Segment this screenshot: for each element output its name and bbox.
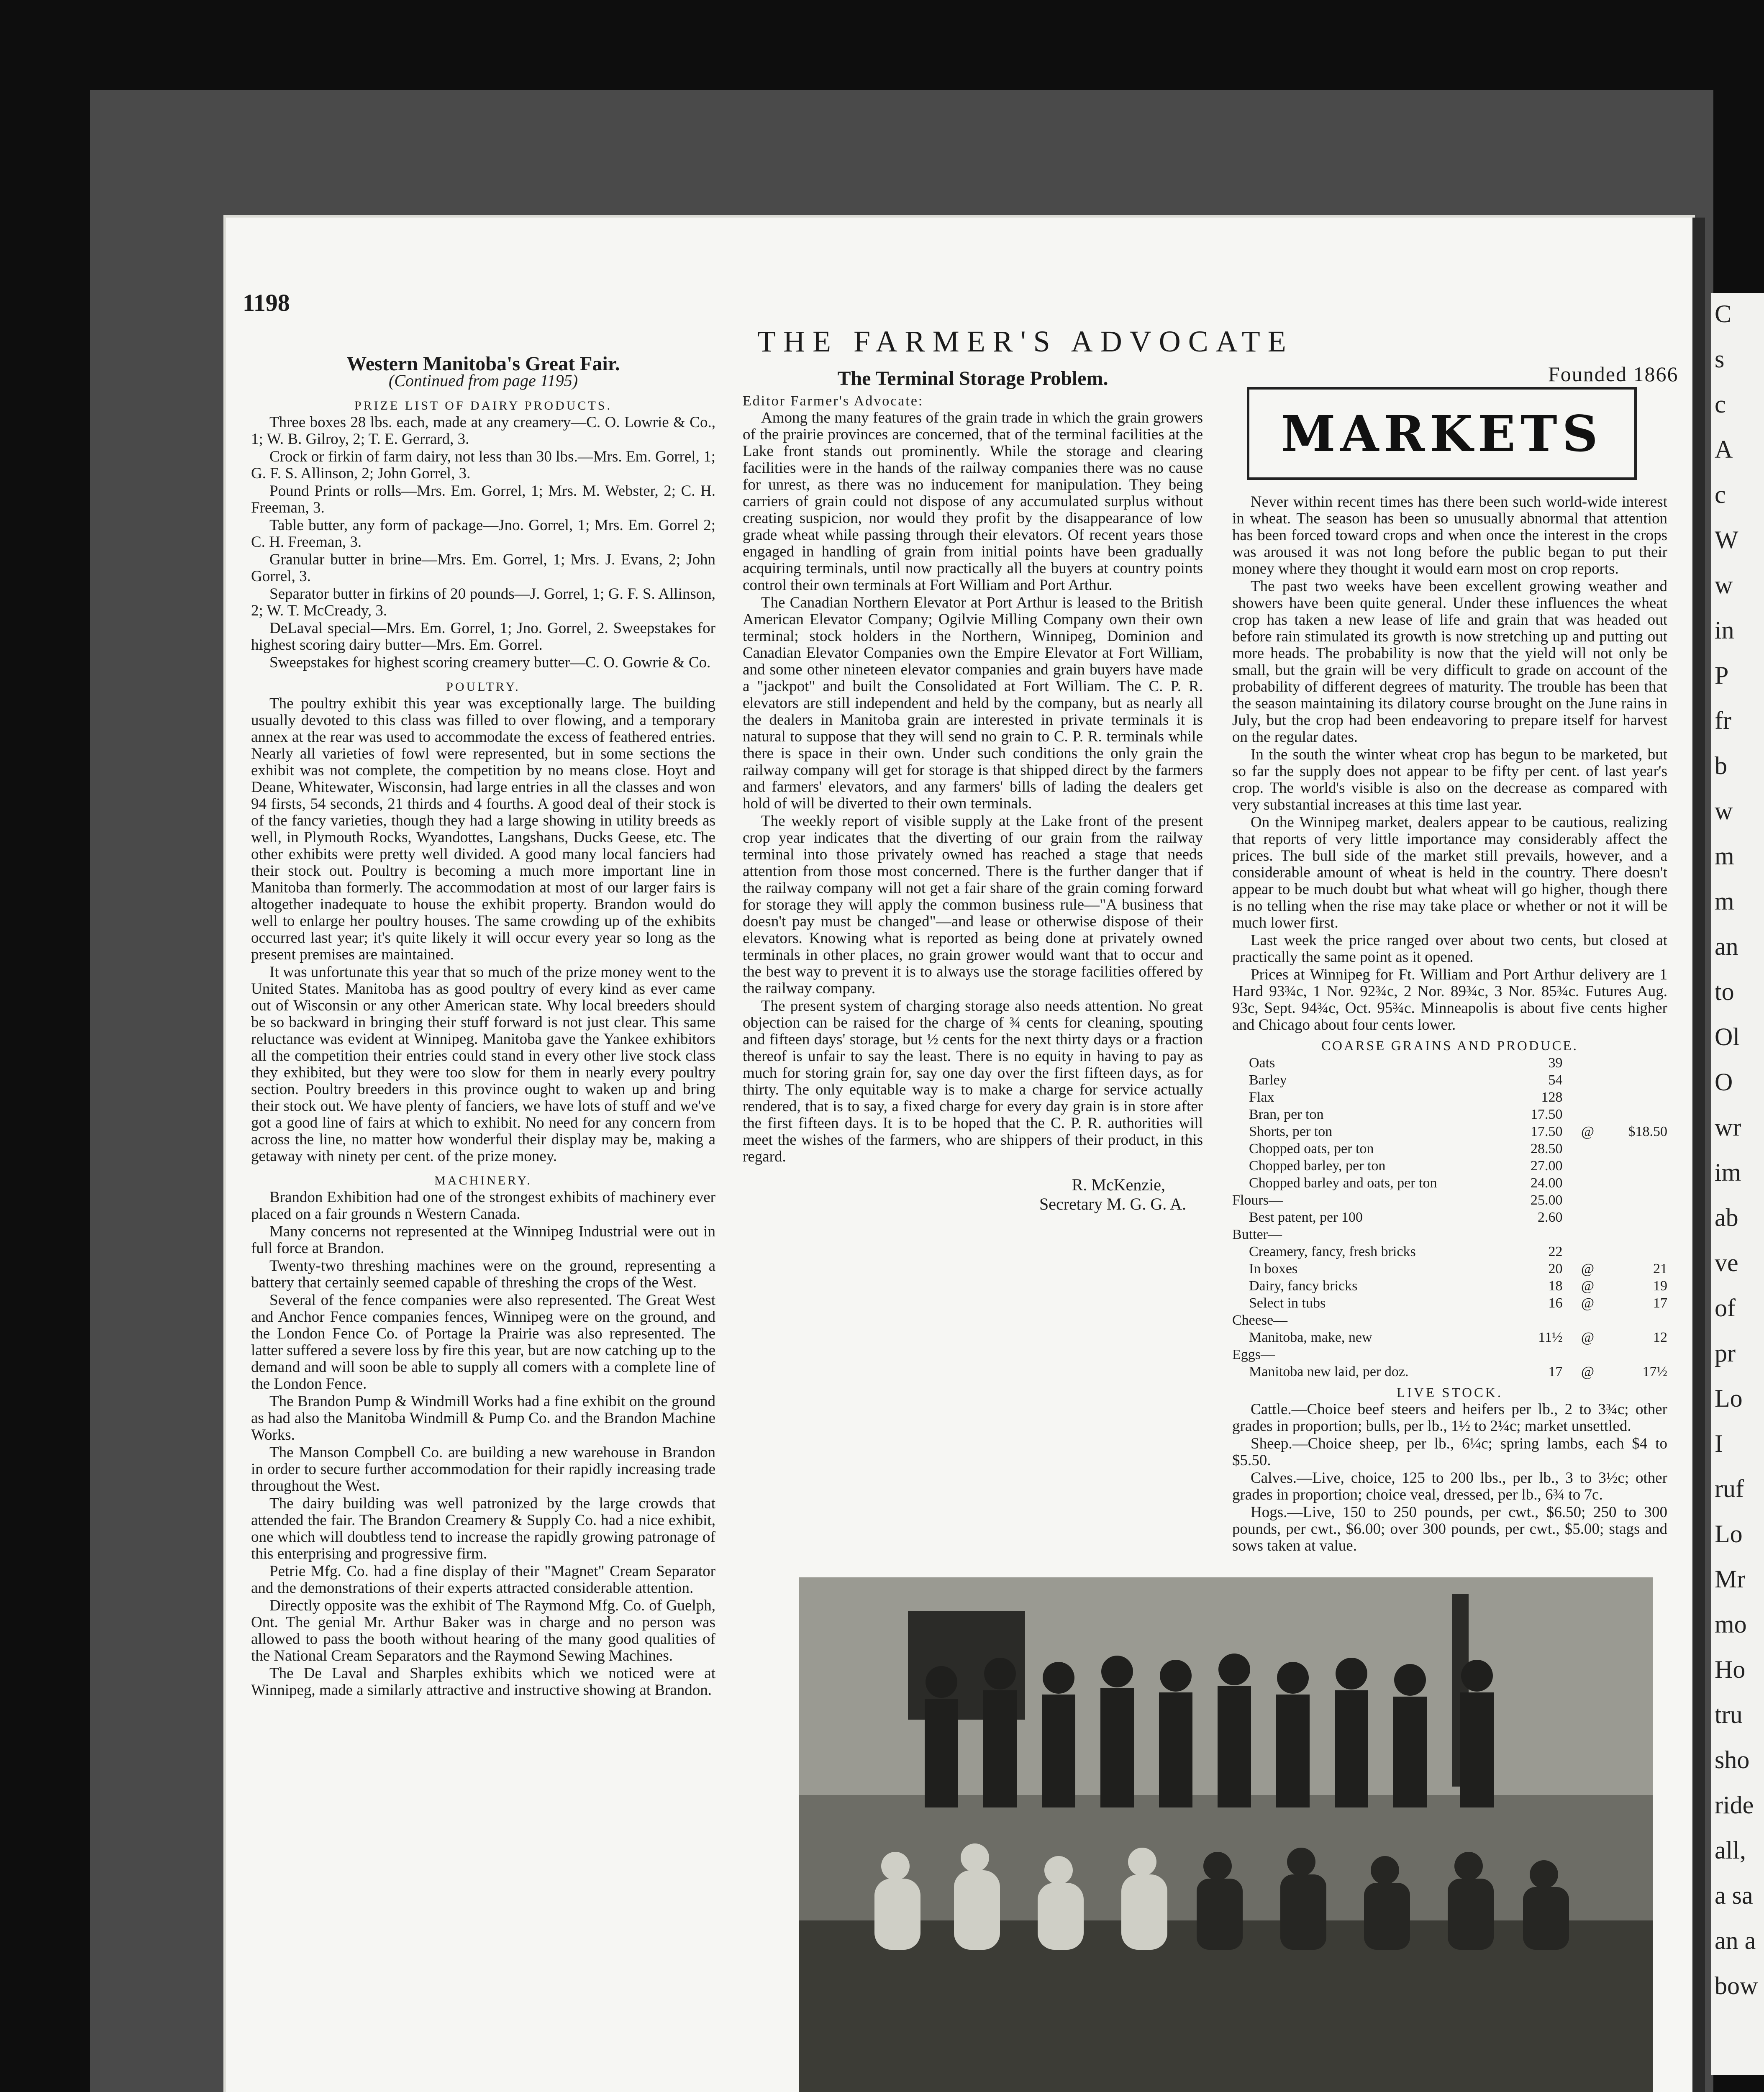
price-high [1613, 1140, 1667, 1157]
price-item: Chopped barley and oats, per ton [1249, 1175, 1437, 1191]
coarse-grains-label: COARSE GRAINS AND PRODUCE. [1321, 1038, 1578, 1054]
adjacent-text-fragment: in [1715, 616, 1734, 644]
machinery-paragraph: Brandon Exhibition had one of the strongest exhibits of machinery ever placed on a fair grounds n Western Canada. [251, 1189, 715, 1223]
prize-entry: Sweepstakes for highest scoring creamery butter—C. O. Gowrie & Co. [269, 654, 711, 671]
adjacent-text-fragment: A [1715, 436, 1733, 463]
adjacent-text-fragment: mo [1715, 1610, 1747, 1638]
adjacent-text-fragment: pr [1715, 1339, 1736, 1367]
adjacent-text-fragment: tru [1715, 1701, 1743, 1728]
price-separator [1563, 1089, 1613, 1106]
price-item: Eggs— [1232, 1347, 1275, 1362]
market-paragraph: Prices at Winnipeg for Ft. William and Port Arthur delivery are 1 Hard 93¾c, 1 Nor. 92¾c, 2 Nor. 89¾c, 3 Nor. 85¾c. Futures Aug. 93c, Sept. 94¾c, Oct. 95¾c. Minneapolis is about five cents higher and Chicago about four cents lower. [1232, 966, 1667, 1033]
prize-entry: Three boxes 28 lbs. each, made at any creamery—C. O. Lowrie & Co., 1; W. B. Gilroy, 2; T. E. Gerrard, 3. [251, 414, 715, 448]
price-item: Best patent, per 100 [1249, 1210, 1363, 1225]
machinery-paragraph: The Brandon Pump & Windmill Works had a fine exhibit on the ground as had also the Manitoba Windmill & Pump Co. and the Brandon Machine Works. [251, 1393, 715, 1443]
price-row [1232, 1106, 1667, 1123]
price-high: 21 [1653, 1261, 1667, 1277]
price-high [1613, 1243, 1667, 1260]
adjacent-text-fragment: Lo [1715, 1384, 1743, 1412]
market-paragraph: Last week the price ranged over about two cents, but closed at practically the same point as it opened. [1232, 932, 1667, 966]
price-item: Dairy, fancy bricks [1249, 1278, 1358, 1294]
price-separator [1563, 1157, 1613, 1174]
page-gutter [1692, 218, 1705, 2092]
price-separator [1563, 1054, 1613, 1072]
price-row [1232, 1346, 1667, 1363]
price-high [1613, 1106, 1667, 1123]
price-low: 2.60 [1538, 1210, 1563, 1225]
price-separator [1563, 1072, 1613, 1089]
price-high [1613, 1174, 1667, 1192]
adjacent-text-fragment: s [1715, 345, 1725, 373]
prize-entry: Crock or firkin of farm dairy, not less than 30 lbs.—Mrs. Em. Gorrel, 1; G. F. S. Allinson, 2; John Gorrel, 3. [251, 448, 715, 482]
page-number: 1198 [243, 289, 290, 316]
price-low: 18 [1548, 1278, 1563, 1294]
price-high [1613, 1226, 1667, 1243]
price-row [1232, 1209, 1667, 1226]
adjacent-text-fragment: C [1715, 300, 1732, 328]
editor-salutation: Editor Farmer's Advocate: [743, 393, 924, 409]
terminal-paragraph: The weekly report of visible supply at the Lake front of the present crop year indicates that the diverting of our grain from the railway terminal into those privately owned has reached a stage that needs attention from those most concerned. There is the further danger that if the railway company will not get a fair share of the grain coming forward for storage they will apply the common business rule—"A business that doesn't pay must be changed"—and lease or otherwise dispose of their elevators. Knowing what is reported as being done at privately owned terminals in other places, no grain grower would want that to occur and the best way to prevent it is to always use the storage facilities offered by the railway company. [743, 813, 1203, 997]
price-separator: @ [1581, 1364, 1595, 1379]
price-row [1232, 1329, 1667, 1346]
prize-entry: Table butter, any form of package—Jno. Gorrel, 1; Mrs. Em. Gorrel 2; C. H. Freeman, 3. [251, 517, 715, 551]
price-separator [1563, 1243, 1613, 1260]
terminal-article [743, 410, 1203, 1165]
poultry-label: POULTRY. [446, 680, 520, 694]
price-item: Barley [1249, 1072, 1287, 1088]
price-row [1232, 1089, 1667, 1106]
market-paragraph: On the Winnipeg market, dealers appear to be cautious, realizing that reports of very little importance may considerably affect the prices. The bull side of the market still prevails, however, and a considerable amount of wheat is held in the country. There doesn't appear to be much doubt but what wheat will go higher, though there is no telling when the rise may take place or whether or not it will be much lower first. [1232, 814, 1667, 931]
adjacent-text-fragment: sho [1715, 1746, 1750, 1774]
machinery-label: MACHINERY. [434, 1174, 532, 1187]
adjacent-text-fragment: w [1715, 797, 1733, 825]
poultry-paragraph: It was unfortunate this year that so much of the prize money went to the United States. Manitoba has as good poultry of every kind as ever came out of Wisconsin or any other American state. Why local breeders should be so backward in bringing their stuff forward is not just clear. This same reluctance was evident at Winnipeg. Manitoba gave the Yankee exhibitors all the competition their entries could stand in every other live stock class they exhibited, but they were too slow for them in nearly every poultry section. Poultry breeders in this province ought to waken up and bring their stock out. We have plenty of fanciers, we have lots of stuff and we've got a good line of fairs at which to exhibit. No need for any concern from across the line, no matter how wonderful their display may be, making a getaway with ninety per cent. of the prize money. [251, 964, 715, 1165]
adjacent-text-fragment: ab [1715, 1204, 1738, 1231]
price-separator [1563, 1192, 1613, 1209]
livestock-label: LIVE STOCK. [1396, 1385, 1503, 1400]
right-column [1232, 493, 1667, 1554]
adjacent-text-fragment: c [1715, 390, 1726, 418]
price-high [1613, 1209, 1667, 1226]
price-high [1613, 1157, 1667, 1174]
adjacent-text-fragment: Ho [1715, 1656, 1746, 1683]
adjacent-text-fragment: Lo [1715, 1520, 1743, 1548]
price-item: Oats [1249, 1055, 1275, 1071]
price-high: 17½ [1642, 1364, 1667, 1379]
price-row [1232, 1243, 1667, 1260]
poultry-section [251, 695, 715, 1165]
price-high [1613, 1072, 1667, 1089]
market-paragraph: The past two weeks have been excellent growing weather and showers have been quite general. Under these influences the wheat crop has taken a new lease of life and grain that was headed out before rain stimulated its growth is now stretching up and putting out more heads. The probability is now that the yield will not only be small, but the grain will be very difficult to grade on account of the probability of different degrees of maturity. The trouble has been that the season maintaining its dilatory course brought on the June rains in July, but the crop had been endeavoring to prepare itself for harvest on the regular dates. [1232, 578, 1667, 746]
left-column [251, 353, 715, 2092]
price-high [1613, 1346, 1667, 1363]
price-low: 28.50 [1531, 1141, 1563, 1156]
rifle-club-photo [799, 1577, 1653, 2092]
adjacent-text-fragment: to [1715, 978, 1734, 1005]
price-low: 17 [1548, 1364, 1563, 1379]
poultry-paragraph: The poultry exhibit this year was exceptionally large. The building usually devoted to this class was filled to over flowing, and a temporary annex at the rear was used to accommodate the excess of feathered entries. Nearly all varieties of fowl were represented, but in some sections the exhibit was not complete, the competition by no means close. Hoyt and Deane, Whitewater, Wisconsin, had large entries in all the classes and won 94 firsts, 54 seconds, 21 thirds and 4 fourths. A good deal of their stock is of the fancy varieties, though they had a large showing in utility breeds as well, in Plymouth Rocks, Wyandottes, Langshans, Ducks Geese, etc. The other exhibits were pretty well divided. A good many local fanciers had their stock out. Poultry is becoming a much more important line in Manitoba than formerly. The accommodation at most of our larger fairs is altogether inadequate to house the exhibit property. Brandon would do well to enlarge her poultry houses. The same crowding up of the exhibits occurred last year; it's quite likely it will occur every year so long as the present premises are maintained. [251, 695, 715, 963]
price-row [1232, 1192, 1667, 1209]
machinery-paragraph: Many concerns not represented at the Winnipeg Industrial were out in full force at Brandon. [251, 1223, 715, 1257]
adjacent-text-fragment: im [1715, 1159, 1741, 1186]
prize-list-label: PRIZE LIST OF DAIRY PRODUCTS. [354, 399, 612, 413]
price-row [1232, 1260, 1667, 1277]
adjacent-text-fragment: bow [1715, 1972, 1758, 2000]
price-item: Flax [1249, 1090, 1274, 1105]
price-row [1232, 1140, 1667, 1157]
price-item: Shorts, per ton [1249, 1124, 1333, 1139]
adjacent-text-fragment: m [1715, 887, 1734, 915]
price-row [1232, 1157, 1667, 1174]
price-row [1232, 1312, 1667, 1329]
machinery-paragraph: The Manson Compbell Co. are building a new warehouse in Brandon in order to secure further accommodation for their rapidly increasing trade throughout the West. [251, 1444, 715, 1495]
price-low: 22 [1548, 1244, 1563, 1259]
adjacent-text-fragment: m [1715, 842, 1734, 870]
terminal-paragraph: The present system of charging storage also needs attention. No great objection can be raised for the charge of ¾ cents for cleaning, spouting and fifteen days' storage, but ½ cents for the next thirty days or a fraction thereof is unfair to say the least. There is no equity in having to pay as much for storing grain for, say one day over the first fifteen days, as for thirty. The only equitable way is to make a charge for service actually rendered, that is to say, a fixed charge for every day grain is in store after the first fifteen days. It is to be hoped that the C. P. R. authorities will meet the wishes of the farmers, who are shippers of their product, in this regard. [743, 997, 1203, 1165]
price-row [1232, 1054, 1667, 1072]
price-low [1518, 1226, 1563, 1243]
price-low: 54 [1548, 1072, 1563, 1088]
market-report [1232, 494, 1667, 1033]
continued-note: (Continued from page 1195) [388, 371, 578, 390]
adjacent-text-fragment: Ol [1715, 1023, 1740, 1051]
price-low [1518, 1312, 1563, 1329]
adjacent-text-fragment: O [1715, 1068, 1733, 1096]
price-separator [1563, 1346, 1613, 1363]
price-item: Select in tubs [1249, 1295, 1326, 1311]
price-separator: @ [1581, 1261, 1595, 1277]
markets-banner [1247, 387, 1637, 480]
adjacent-text-fragment: a sa [1715, 1882, 1753, 1909]
price-low: 25.00 [1531, 1192, 1563, 1208]
masthead: THE FARMER'S ADVOCATE [757, 325, 1294, 358]
market-paragraph: Never within recent times has there been such world-wide interest in wheat. The season has been so unusually abnormal that attention has been forced toward crops and when once the interest in the crops was aroused it was not long before the public began to put their money where they thought it would earn most on crop reports. [1232, 493, 1667, 577]
price-low: 17.50 [1531, 1124, 1563, 1139]
price-item: Bran, per ton [1249, 1107, 1324, 1122]
price-high: $18.50 [1628, 1124, 1667, 1139]
signature-name: R. McKenzie, [1072, 1175, 1165, 1194]
adjacent-page-edge [1711, 293, 1764, 2075]
price-low: 27.00 [1531, 1158, 1563, 1174]
adjacent-text-fragment: ruf [1715, 1475, 1744, 1502]
price-low: 17.50 [1531, 1107, 1563, 1122]
price-item: In boxes [1249, 1261, 1298, 1277]
price-row [1232, 1174, 1667, 1192]
price-separator [1563, 1140, 1613, 1157]
price-separator [1563, 1312, 1613, 1329]
livestock-paragraph: Hogs.—Live, 150 to 250 pounds, per cwt., $6.50; 250 to 300 pounds, per cwt., $6.00; over 300 pounds, per cwt., $5.00; stags and sows taken at value. [1232, 1504, 1667, 1554]
price-item: Chopped barley, per ton [1249, 1158, 1386, 1174]
machinery-paragraph: The De Laval and Sharples exhibits which we noticed were at Winnipeg, made a similarly attractive and instructive showing at Brandon. [251, 1665, 715, 1699]
livestock-report [1232, 1401, 1667, 1554]
newspaper-page [226, 218, 1692, 2092]
adjacent-text-fragment: an a [1715, 1927, 1756, 1954]
price-low: 24.00 [1531, 1175, 1563, 1191]
price-item: Chopped oats, per ton [1249, 1141, 1374, 1156]
price-row [1232, 1363, 1667, 1380]
price-high [1613, 1089, 1667, 1106]
adjacent-text-fragment: of [1715, 1294, 1736, 1322]
livestock-paragraph: Calves.—Live, choice, 125 to 200 lbs., per lb., 3 to 3½c; other grades in proportion; choice veal, dressed, per lb., 6¾ to 7c. [1232, 1469, 1667, 1503]
price-separator: @ [1581, 1124, 1595, 1139]
machinery-paragraph: Several of the fence companies were also represented. The Great West and Anchor Fence companies fences, Winnipeg were on the ground, and the London Fence Co. of Portage la Prairie was also represented. The latter suffered a severe loss by fire this year, but are now catching up to the demand and will soon be able to supply all comers with a complete line of the London Fence. [251, 1292, 715, 1392]
adjacent-text-fragment: fr [1715, 707, 1731, 734]
adjacent-text-fragment: b [1715, 752, 1727, 779]
signature-title: Secretary M. G. G. A. [1039, 1195, 1186, 1213]
price-row [1232, 1226, 1667, 1243]
price-high: 17 [1653, 1295, 1667, 1311]
adjacent-text-fragment: W [1715, 526, 1738, 554]
adjacent-text-fragment: all, [1715, 1836, 1746, 1864]
price-table [1232, 1054, 1667, 1380]
adjacent-text-fragment: Mr [1715, 1565, 1746, 1593]
livestock-paragraph: Cattle.—Choice beef steers and heifers per lb., 2 to 3¾c; other grades in proportion; bulls, per lb., 1½ to 2¼c; market unsettled. [1232, 1401, 1667, 1435]
price-item: Creamery, fancy, fresh bricks [1249, 1244, 1416, 1259]
machinery-paragraph: Twenty-two threshing machines were on the ground, representing a battery that certainly seemed capable of threshing the crops of the West. [251, 1257, 715, 1291]
price-high [1613, 1192, 1667, 1209]
prize-entry: DeLaval special—Mrs. Em. Gorrel, 1; Jno. Gorrel, 2. Sweepstakes for highest scoring dairy butter—Mrs. Em. Gorrel. [251, 620, 715, 654]
adjacent-text-fragment: ve [1715, 1249, 1738, 1277]
price-item: Manitoba, make, new [1249, 1330, 1372, 1345]
machinery-paragraph: Petrie Mfg. Co. had a fine display of their "Magnet" Cream Separator and the demonstrations of their experts attracted considerable attention. [251, 1563, 715, 1597]
adjacent-text-fragment: P [1715, 661, 1729, 689]
price-item: Flours— [1232, 1192, 1283, 1208]
price-separator: @ [1581, 1330, 1595, 1345]
markets-title: MARKETS [1281, 404, 1603, 463]
group-photo-illustration [799, 1577, 1653, 2092]
machinery-section [251, 1189, 715, 1699]
machinery-paragraph: The dairy building was well patronized by the large crowds that attended the fair. The Brandon Creamery & Supply Co. had a nice exhibit, one which will doubtless tend to increase the rapidly growing patronage of this enterprising and progressive firm. [251, 1495, 715, 1562]
price-separator [1563, 1209, 1613, 1226]
price-high [1613, 1312, 1667, 1329]
livestock-paragraph: Sheep.—Choice sheep, per lb., 6¼c; spring lambs, each $4 to $5.50. [1232, 1435, 1667, 1469]
price-separator [1563, 1174, 1613, 1192]
prize-entry: Pound Prints or rolls—Mrs. Em. Gorrel, 1; Mrs. M. Webster, 2; C. H. Freeman, 3. [251, 482, 715, 516]
price-separator: @ [1581, 1278, 1595, 1294]
price-item: Butter— [1232, 1227, 1282, 1242]
terminal-paragraph: Among the many features of the grain trade in which the grain growers of the prairie provinces are concerned, that of the terminal facilities at the Lake front stands out prominently. While the storage and clearing facilities were in the hands of the railway companies there was no cause for unrest, as there was no inducement for manipulation. They being carriers of grain could not dispose of any accumulated surplus without creating suspicion, nor would they profit by the disappearance of low grade wheat while passing through their elevators. Of recent years those engaged in handling of grain from initial points have been gradually acquiring terminals, until now practically all the buyers at country points control their own terminals at Fort William and Port Arthur. [743, 409, 1203, 594]
founded-line: Founded 1866 [1548, 362, 1679, 386]
price-high [1613, 1054, 1667, 1072]
middle-column [743, 367, 1203, 1563]
adjacent-text-fragment: c [1715, 481, 1726, 508]
terminal-headline: The Terminal Storage Problem. [837, 367, 1108, 390]
price-row [1232, 1072, 1667, 1089]
price-separator [1563, 1226, 1613, 1243]
price-low: 20 [1548, 1261, 1563, 1277]
machinery-paragraph: Directly opposite was the exhibit of The Raymond Mfg. Co. of Guelph, Ont. The genial Mr. Arthur Baker was in charge and no person was allowed to pass the booth without hearing of the many good qualities of the National Cream Separators and the Raymond Sewing Machines. [251, 1597, 715, 1664]
price-low: 128 [1541, 1090, 1563, 1105]
price-separator: @ [1581, 1295, 1595, 1311]
price-low: 16 [1548, 1295, 1563, 1311]
price-row [1232, 1123, 1667, 1140]
prize-list [251, 414, 715, 671]
price-item: Cheese— [1232, 1313, 1288, 1328]
price-item: Manitoba new laid, per doz. [1249, 1364, 1409, 1379]
prize-entry: Separator butter in firkins of 20 pounds—J. Gorrel, 1; G. F. S. Allinson, 2; W. T. McCready, 3. [251, 585, 715, 619]
price-low: 39 [1548, 1055, 1563, 1071]
adjacent-text-fragment: wr [1715, 1113, 1741, 1141]
fair-headline: Western Manitoba's Great Fair. [346, 353, 620, 375]
terminal-paragraph: The Canadian Northern Elevator at Port Arthur is leased to the British American Elevator Company; Ogilvie Milling Company own their own terminal; stock holders in the Northern, Winnipeg, Dominion and Canadian Elevator Companies own the Empire Elevator at Fort William, and some other nineteen elevator companies and grain buyers have made a "jackpot" and built the Consolidated at Fort William. The C. P. R. elevators are still independent and held by the company, but as nearly all the dealers in Manitoba grain are interested in private terminals it is natural to suppose that they will send no grain to C. P. R. terminals while there is space in their own. Under such conditions the only grain the railway company will get for storage is that shipped direct by the farmers and farmers' elevators, and any farmers' bills of lading the dealers get hold of will be diverted to their own terminals. [743, 594, 1203, 812]
price-row [1232, 1295, 1667, 1312]
price-separator [1563, 1106, 1613, 1123]
price-high: 19 [1653, 1278, 1667, 1294]
prize-entry: Granular butter in brine—Mrs. Em. Gorrel, 1; Mrs. J. Evans, 2; John Gorrel, 3. [251, 551, 715, 585]
adjacent-text-fragment: w [1715, 571, 1733, 599]
adjacent-text-fragment: an [1715, 933, 1738, 960]
adjacent-text-fragment: I [1715, 1430, 1723, 1457]
price-high: 12 [1653, 1330, 1667, 1345]
adjacent-text-fragment: ride [1715, 1791, 1754, 1819]
price-low [1518, 1346, 1563, 1363]
price-row [1232, 1277, 1667, 1295]
price-low: 11½ [1538, 1330, 1563, 1345]
market-paragraph: In the south the winter wheat crop has begun to be marketed, but so far the supply does not appear to be fifty per cent. of last year's crop. The world's visible is also on the decrease as compared with very substantial increases at this time last year. [1232, 746, 1667, 813]
